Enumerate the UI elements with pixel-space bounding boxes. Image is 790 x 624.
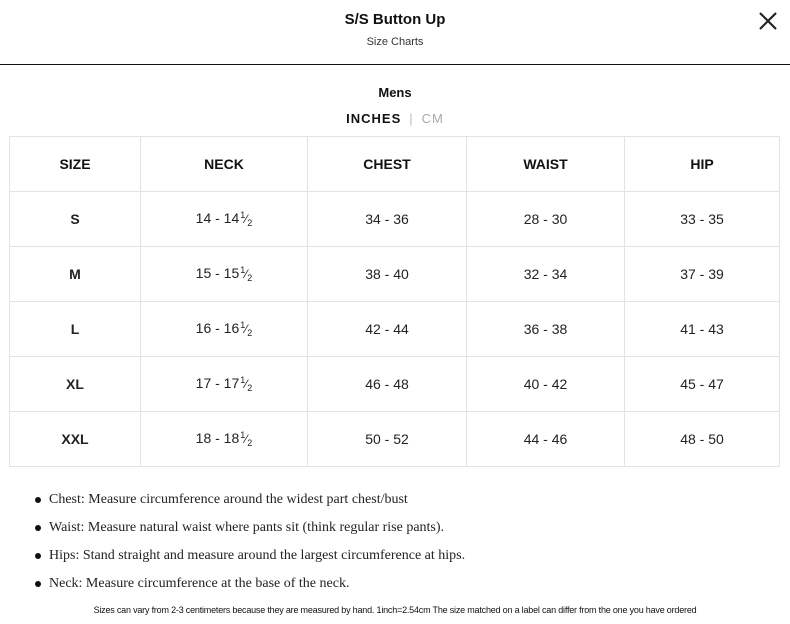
list-item: Chest: Measure circumference around the widest part chest/bust [49, 491, 465, 519]
column-header-size: SIZE [10, 137, 141, 192]
fraction-numerator: 1 [240, 210, 246, 220]
close-button[interactable] [756, 9, 780, 33]
neck-value: 18 - 18 [195, 430, 240, 446]
hip-cell: 48 - 50 [625, 412, 780, 467]
unit-separator: | [409, 111, 414, 126]
list-item: Hips: Stand straight and measure around the largest circumference at hips. [49, 547, 465, 575]
neck-value: 17 - 17 [195, 375, 240, 391]
fraction-denominator: 2 [247, 383, 253, 393]
close-icon [756, 9, 780, 33]
neck-value: 16 - 16 [195, 320, 240, 336]
neck-cell: $18 - 18^1⁄_2$ [141, 412, 308, 467]
list-item: Waist: Measure natural waist where pants sit (think regular rise pants). [49, 519, 465, 547]
size-cell: XXL [10, 412, 141, 467]
unit-cm-tab[interactable]: CM [421, 111, 444, 126]
hip-cell: 45 - 47 [625, 357, 780, 412]
product-title: S/S Button Up [344, 11, 446, 28]
neck-cell: $15 - 15^1⁄_2$ [141, 247, 308, 302]
table-row [10, 192, 780, 247]
waist-cell: 40 - 42 [467, 357, 625, 412]
fraction-numerator: 1 [240, 430, 246, 440]
chest-cell: 34 - 36 [308, 192, 467, 247]
table-row [10, 412, 780, 467]
chest-cell: 38 - 40 [308, 247, 467, 302]
size-cell: XL [10, 357, 141, 412]
size-cell: M [10, 247, 141, 302]
fraction-denominator: 2 [247, 218, 253, 228]
fraction-denominator: 2 [247, 438, 253, 448]
waist-cell: 28 - 30 [467, 192, 625, 247]
table-row [10, 302, 780, 357]
chest-cell: 46 - 48 [308, 357, 467, 412]
chest-cell: 42 - 44 [308, 302, 467, 357]
modal-header [0, 0, 790, 65]
fraction-numerator: 1 [240, 265, 246, 275]
fraction-numerator: 1 [240, 375, 246, 385]
neck-cell: $14 - 14^1⁄_2$ [141, 192, 308, 247]
column-header-waist: WAIST [467, 137, 625, 192]
size-cell: S [10, 192, 141, 247]
waist-cell: 44 - 46 [467, 412, 625, 467]
table-row [10, 357, 780, 412]
fraction-denominator: 2 [247, 328, 253, 338]
list-item: Neck: Measure circumference at the base of the neck. [49, 575, 465, 603]
neck-cell: $17 - 17^1⁄_2$ [141, 357, 308, 412]
fraction-numerator: 1 [240, 320, 246, 330]
table-header-row [10, 137, 780, 192]
hip-cell: 37 - 39 [625, 247, 780, 302]
chest-cell: 50 - 52 [308, 412, 467, 467]
neck-value: 15 - 15 [195, 265, 240, 281]
hip-cell: 41 - 43 [625, 302, 780, 357]
size-cell: L [10, 302, 141, 357]
measurement-notes [49, 491, 465, 603]
column-header-hip: HIP [625, 137, 780, 192]
neck-value: 14 - 14 [195, 210, 240, 226]
unit-inches-tab[interactable]: INCHES [346, 111, 402, 126]
hip-cell: 33 - 35 [625, 192, 780, 247]
size-charts-subtitle: Size Charts [366, 36, 424, 48]
column-header-chest: CHEST [308, 137, 467, 192]
neck-cell: $16 - 16^1⁄_2$ [141, 302, 308, 357]
waist-cell: 36 - 38 [467, 302, 625, 357]
waist-cell: 32 - 34 [467, 247, 625, 302]
size-table [9, 136, 780, 467]
column-header-neck: NECK [141, 137, 308, 192]
fraction-denominator: 2 [247, 273, 253, 283]
disclaimer-text: Sizes can vary from 2-3 centimeters because they are measured by hand. 1inch=2.54cm The size matched on a label can differ from the one you have ordered [93, 605, 697, 615]
unit-toggle [0, 111, 790, 126]
table-row [10, 247, 780, 302]
section-title: Mens [378, 85, 412, 100]
